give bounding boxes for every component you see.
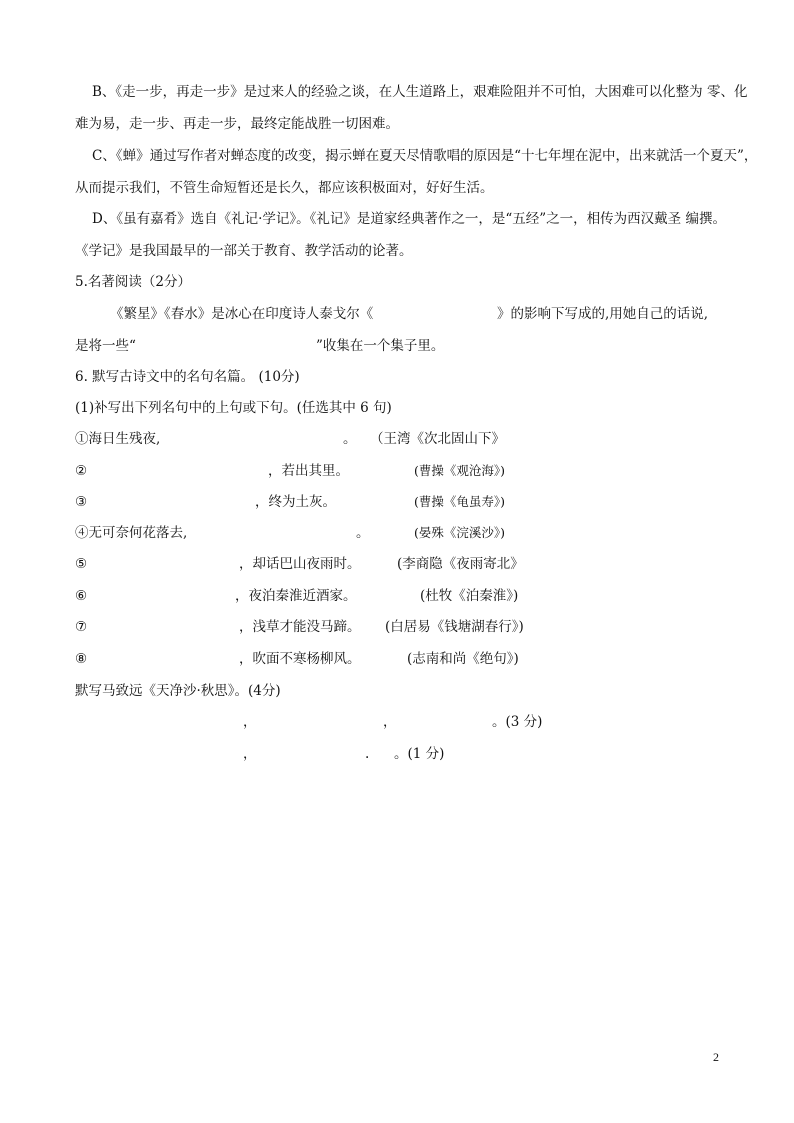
q6-item-8-c: (志南和尚《绝句》) [407, 651, 519, 667]
q6-item-5-c: (李商隐《夜雨寄北》 [397, 556, 524, 572]
option-c-line1: C、《蝉》通过写作者对蝉态度的改变，揭示蝉在夏天尽情歌唱的原因是“十七年埋在泥中，出来就活一个夏天”， [92, 148, 758, 164]
q6-item-3-c: (曹操《龟虽寿》) [414, 494, 506, 509]
q6-item-7-a: ⑦ [75, 619, 88, 635]
tq-line1-comma2: ， [383, 714, 397, 730]
q6-item-6-b: ，夜泊秦淮近酒家。 [235, 588, 357, 604]
q6-item-5-a: ⑤ [75, 556, 88, 572]
q6-item-8-b: ，吹面不寒杨柳风。 [239, 651, 361, 667]
q6-item-6-a: ⑥ [75, 588, 88, 604]
q5-line2-b: ”收集在一个集子里。 [316, 338, 445, 354]
q6-item-3-a: ③ [75, 494, 88, 510]
option-d-line1: D、《虽有嘉肴》选自《礼记·学记》。《礼记》是道家经典著作之一，是“五经”之一，相传为西汉戴圣 编撰。 [92, 211, 726, 227]
q5-heading: 5.名著阅读（2分） [75, 274, 191, 290]
q6-item-4-b: 。 [356, 525, 370, 541]
q6-item-1-b: 。 [343, 431, 357, 447]
q6-heading: 6. 默写古诗文中的名句名篇。 (10分) [75, 369, 300, 385]
q6-item-4-c: (晏殊《浣溪沙》) [414, 525, 506, 540]
q6-item-2-b: ，若出其里。 [268, 463, 349, 479]
q6-item-1-a: ①海日生残夜, [75, 431, 161, 447]
tq-line1-end: 。(3 分) [492, 714, 543, 730]
q6-item-8-a: ⑧ [75, 651, 88, 667]
q6-item-4-a: ④无可奈何花落去, [75, 525, 188, 541]
tq-line2-end: 。(1 分) [394, 746, 445, 762]
option-c-line2: 从而提示我们，不管生命短暂还是长久，都应该积极面对，好好生活。 [75, 180, 494, 196]
q5-line1-b: 》的影响下写成的,用她自己的话说, [497, 306, 709, 322]
q6-sub2: 默写马致远《天净沙·秋思》。(4分) [75, 683, 281, 699]
q6-item-6-c: (杜牧《泊秦淮》) [420, 588, 519, 604]
tq-line1-comma1: ， [243, 714, 257, 730]
q6-item-5-b: ，却话巴山夜雨时。 [239, 556, 361, 572]
q6-item-3-b: ，终为土灰。 [255, 494, 336, 510]
tq-line2-dot: . [365, 746, 370, 762]
option-b-line2: 难为易，走一步、再走一步，最终定能战胜一切困难。 [75, 116, 399, 132]
option-b-line1: B、《走一步，再走一步》是过来人的经验之谈，在人生道路上，艰难险阻并不可怕，大困难可以化整为 零、化 [92, 84, 748, 100]
q6-item-7-b: ，浅草才能没马蹄。 [239, 619, 361, 635]
q6-item-1-c: （王湾《次北固山下》 [370, 431, 505, 447]
q5-line1-a: 《繁星》《春水》是冰心在印度诗人泰戈尔《 [110, 306, 374, 322]
q5-line2-a: 是将一些“ [75, 338, 136, 354]
q6-item-2-a: ② [75, 463, 88, 479]
q6-item-2-c: (曹操《观沧海》) [414, 463, 506, 478]
q6-item-7-c: (白居易《钱塘湖春行》) [385, 619, 524, 635]
page-number: 2 [713, 1050, 719, 1064]
option-d-line2: 《学记》是我国最早的一部关于教育、教学活动的论著。 [75, 243, 413, 259]
q6-sub1: (1)补写出下列名句中的上句或下句。(任选其中 6 句) [75, 400, 392, 416]
tq-line2-comma1: ， [243, 746, 257, 762]
